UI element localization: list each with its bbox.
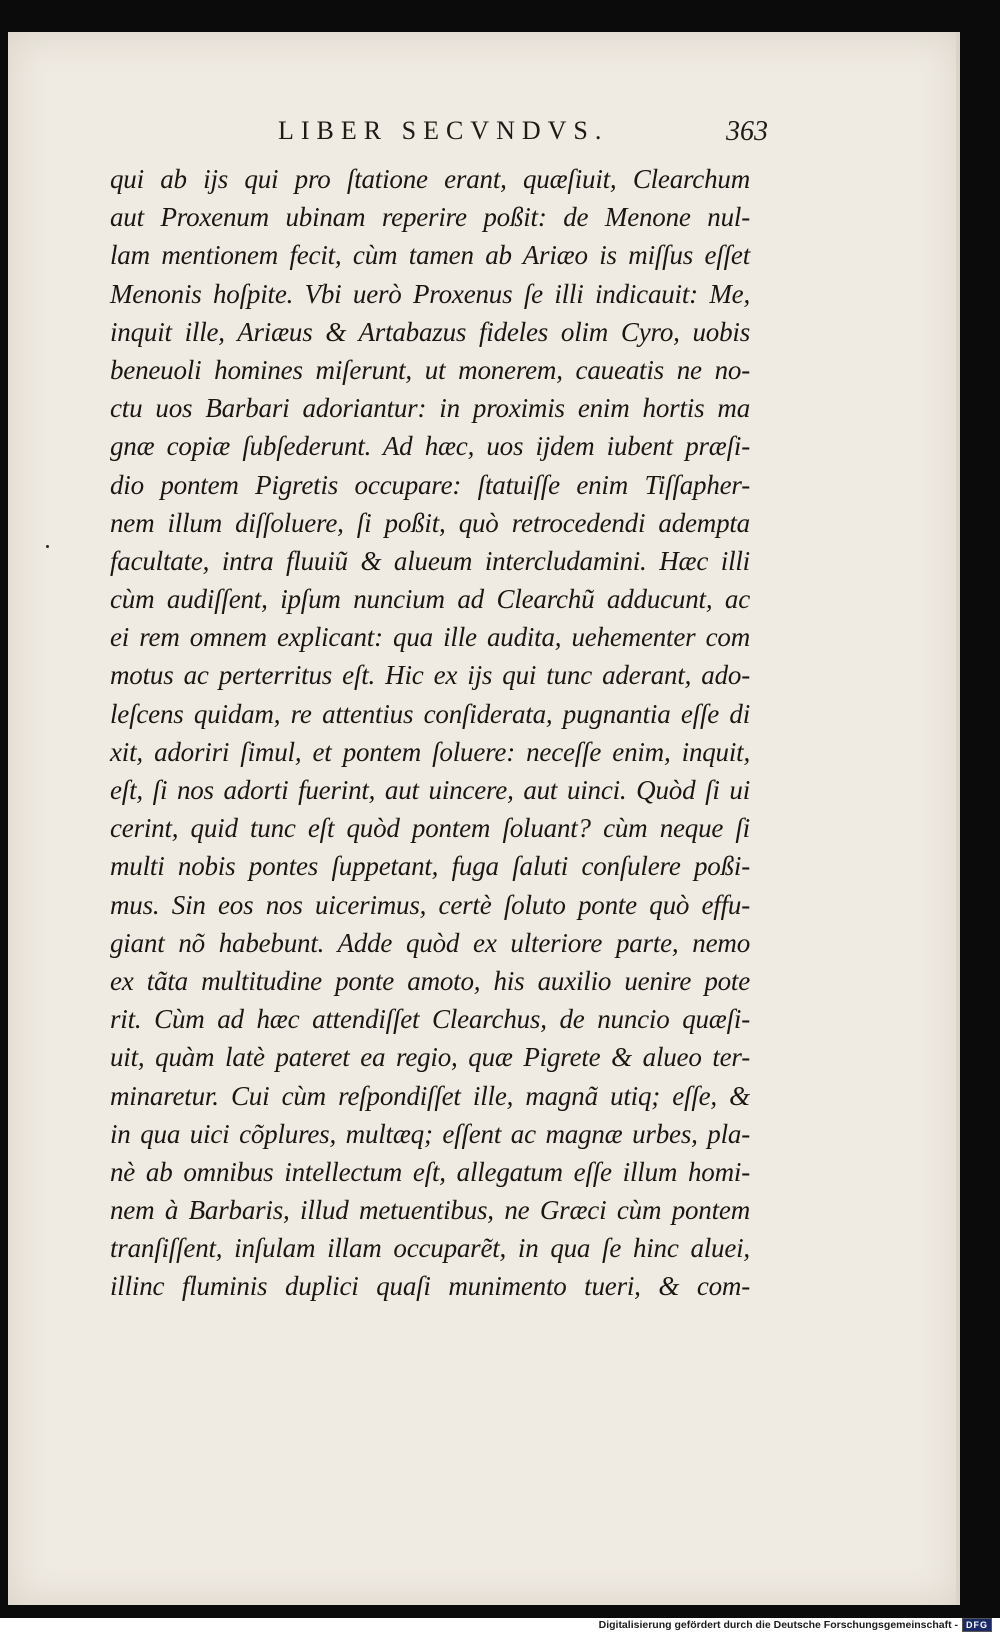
text-line: motus ac perterritus eſt. Hic ex ijs qui tunc aderant, ado-: [110, 660, 750, 691]
ink-speck: [46, 545, 49, 548]
text-line: tranſiſſent, inſulam illam occuparẽt, in qua ſe hinc aluei,: [110, 1233, 750, 1264]
running-title: LIBER SECVNDVS.: [278, 116, 609, 145]
text-line: gnæ copiæ ſubſederunt. Ad hæc, uos ijdem iubent præſi-: [110, 431, 750, 462]
text-line: dio pontem Pigretis occupare: ſtatuiſſe enim Tiſſapher-: [110, 469, 750, 500]
text-line: in qua uici cõplures, multæq; eſſent ac magnæ urbes, pla-: [110, 1118, 750, 1149]
digitization-footer: [599, 1618, 992, 1632]
text-line: rit. Cùm ad hæc attendiſſet Clearchus, de nuncio quæſi-: [110, 1004, 750, 1035]
text-line: uit, quàm latè pateret ea regio, quæ Pigrete & alueo ter-: [110, 1042, 750, 1073]
text-line: eſt, ſi nos adorti fuerint, aut uincere, aut uinci. Quòd ſi ui: [110, 775, 750, 805]
text-line: nem illum diſſoluere, ſi poßit, quò retrocedendi adempta: [110, 507, 750, 538]
page-edge: [956, 32, 960, 1605]
text-line: qui ab ijs qui pro ſtatione erant, quæſiuit, Clearchum: [110, 164, 750, 194]
text-line: nem à Barbaris, illud metuentibus, ne Græci cùm pontem: [110, 1195, 750, 1226]
text-line: ctu uos Barbari adoriantur: in proximis enim hortis ma: [110, 393, 750, 424]
running-head: [108, 116, 768, 156]
text-line: ex tãta multitudine ponte amoto, his auxilio uenire pote: [110, 965, 750, 996]
text-line: facultate, intra fluuiũ & alueum intercludamini. Hæc illi: [110, 545, 750, 576]
text-line: giant nõ habebunt. Adde quòd ex ulteriore parte, nemo: [110, 927, 750, 958]
text-line: ei rem omnem explicant: qua ille audita, uehementer com: [110, 622, 750, 653]
text-line: aut Proxenum ubinam reperire poßit: de Menone nul-: [110, 202, 750, 233]
dfg-logo: DFG: [962, 1618, 992, 1632]
text-line: illinc fluminis duplici quaſi munimento tueri, & com-: [110, 1271, 750, 1302]
text-line: multi nobis pontes ſuppetant, fuga ſaluti conſulere poßi-: [110, 851, 750, 882]
text-line: inquit ille, Ariæus & Artabazus fideles olim Cyro, uobis: [110, 316, 750, 347]
text-line: cerint, quid tunc eſt quòd pontem ſoluant? cùm neque ſi: [110, 813, 750, 844]
funding-credit: Digitalisierung gefördert durch die Deutsche Forschungsgemeinschaft -: [598, 1619, 958, 1631]
text-line: nè ab omnibus intellectum eſt, allegatum eſſe illum homi-: [110, 1156, 750, 1187]
book-page: [8, 32, 960, 1605]
text-line: cùm audiſſent, ipſum nuncium ad Clearchũ adducunt, ac: [110, 584, 750, 615]
text-line: xit, adoriri ſimul, et pontem ſoluere: neceſſe enim, inquit,: [110, 736, 750, 767]
page-number: 363: [726, 116, 768, 147]
text-line: lam mentionem fecit, cùm tamen ab Ariæo is miſſus eſſet: [110, 240, 750, 271]
text-line: minaretur. Cui cùm reſpondiſſet ille, magnã utiq; eſſe, &: [110, 1080, 750, 1111]
text-line: mus. Sin eos nos uicerimus, certè ſoluto ponte quò effu-: [110, 889, 750, 920]
text-line: leſcens quidam, re attentius conſiderata, pugnantia eſſe di: [110, 698, 750, 729]
text-line: beneuoli homines miſerunt, ut monerem, caueatis ne no-: [110, 354, 750, 385]
body-text: [110, 160, 750, 1306]
text-line: Menonis hoſpite. Vbi uerò Proxenus ſe illi indicauit: Me,: [110, 278, 750, 309]
